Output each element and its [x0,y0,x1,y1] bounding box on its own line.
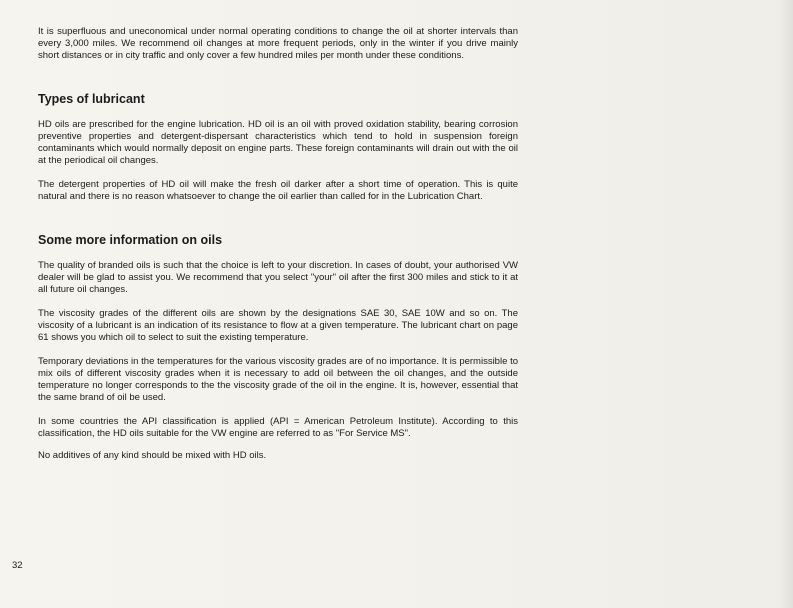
branded-oils-paragraph: The quality of branded oils is such that the choice is left to your discretion. In cases of doubt, your authorised VW dealer will be glad to assist you. We recommend that you select "your" oil after the first 300 miles and stick to it at all future oil changes. [38,260,518,295]
page-number: 32 [12,560,23,571]
viscosity-grades-paragraph: The viscosity grades of the different oils are shown by the designations SAE 30, SAE 10W and so on. The viscosity of a lubricant is an indication of its resistance to flow at a given temperature. The lubricant chart on page 61 shows you which oil to select to suit the existing temperature. [38,308,518,343]
hd-oils-paragraph: HD oils are prescribed for the engine lubrication. HD oil is an oil with proved oxidation stability, bearing corrosion preventive properties and detergent-dispersant characteristics which tend to hold in suspension foreign contaminants which would normally deposit on engine parts. These foreign contaminants will drain out with the oil at the periodical oil changes. [38,119,518,166]
page-spine-shadow [779,0,793,608]
intro-paragraph: It is superfluous and uneconomical under normal operating conditions to change the oil at shorter intervals than every 3,000 miles. We recommend oil changes at more frequent periods, only in the winter if you drive mainly short distances or in city traffic and only cover a few hundred miles per month under these conditions. [38,26,518,61]
api-classification-paragraph: In some countries the API classification is applied (API = American Petroleum Institute). According to this classification, the HD oils suitable for the VW engine are referred to as "For Service MS". [38,416,518,439]
more-information-heading: Some more information on oils [38,233,223,247]
additives-paragraph: No additives of any kind should be mixed with HD oils. [38,450,267,461]
types-of-lubricant-heading: Types of lubricant [38,92,145,106]
detergent-properties-paragraph: The detergent properties of HD oil will make the fresh oil darker after a short time of operation. This is quite natural and there is no reason whatsoever to change the oil earlier than called for in the Lubrication Chart. [38,179,518,202]
page-content [38,26,518,462]
temperature-deviations-paragraph: Temporary deviations in the temperatures for the various viscosity grades are of no importance. It is permissible to mix oils of different viscosity grades when it is necessary to add oil between the oil changes, and the outside temperature no longer corresponds to the the viscosity grade of the oil in the engine. It is, however, essential that the same brand of oil be used. [38,356,518,403]
